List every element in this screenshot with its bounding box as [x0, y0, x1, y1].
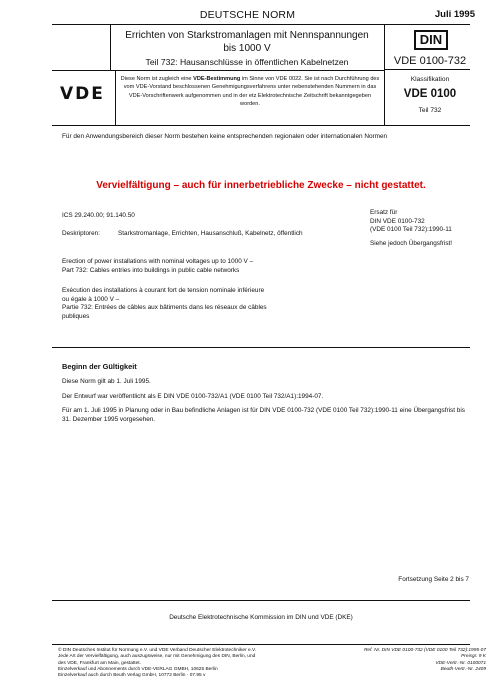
descriptors-text: Starkstromanlage, Errichten, Hausanschluß, Kabelnetz, öffentlich — [118, 230, 303, 237]
title-divider-rule — [52, 70, 384, 71]
vde-logo: VDE — [60, 84, 105, 104]
header-bottom-rule — [52, 125, 470, 126]
classification-label: Klassifikation — [410, 76, 450, 83]
footer-top-rule — [52, 600, 470, 601]
replacement-info: Ersatz für DIN VDE 0100-732 (VDE 0100 Teil 732):1990-11 — [370, 209, 452, 234]
validity-paragraph-3: Für am 1. Juli 1995 in Planung oder in Bau befindliche Anlagen ist für DIN VDE 0100-732 (VDE 0100 Teil 732):1990-11 eine Übergangsfrist bis 31. Dezember 1995 vorgesehen. — [62, 407, 465, 423]
french-title: Exécution des installations à courant fort de tension nominale inférieure ou égale à 1000 V – Partie 732: Entrées de câbles aux bâtiments dans les réseaux de câbles publiques — [62, 287, 267, 320]
vde-regulation-note: Diese Norm ist zugleich eine VDE-Bestimmung im Sinne von VDE 0022. Sie ist nach Durchführung des vom VDE-Vorstand beschlossenen Genehmigungsverfahrens unter nebenstehenden Nummern in das VDE-Vorschriftenwerk aufgenommen und in der etz Elektrotechnische Zeitschrift bekanntgegeben worden. — [120, 76, 380, 107]
dke-committee: Deutsche Elektrotechnische Kommission im DIN und VDE (DKE) — [169, 614, 353, 621]
document-subtitle: Teil 732: Hausanschlüsse in öffentlichen Kabelnetzen — [145, 57, 349, 67]
reference-footer: Ref. Nr. DIN VDE 0100-732 (VDE 0100 Teil 732):1995-07 Preisgr. 9 K VDE-Vertr.-Nr. 0100071 Beuth-Vertr.-Nr. 2409 — [363, 648, 486, 672]
scope-note: Für den Anwendungsbereich dieser Norm bestehen keine entsprechenden regionalen oder internationalen Normen — [62, 133, 388, 140]
section-rule — [52, 347, 470, 348]
validity-heading: Beginn der Gültigkeit — [62, 362, 137, 371]
document-type-label: DEUTSCHE NORM — [199, 9, 296, 21]
top-rule — [52, 24, 470, 25]
title-right-divider — [384, 24, 385, 125]
issue-date: Juli 1995 — [434, 9, 475, 20]
classification-vde: VDE 0100 — [403, 88, 457, 100]
reproduction-notice: Vervielfältigung – auch für innerbetriebliche Zwecke – nicht gestattet. — [96, 180, 426, 191]
classification-part: Teil 732 — [418, 107, 442, 114]
continuation-note: Fortsetzung Seite 2 bis 7 — [398, 576, 469, 583]
english-title: Erection of power installations with nominal voltages up to 1000 V – Part 732: Cables entries into buildings in public cable networks — [62, 258, 254, 274]
ics-code: ICS 29.240.00; 91.140.50 — [62, 212, 135, 219]
validity-paragraph-1: Diese Norm gilt ab 1. Juli 1995. — [62, 378, 151, 385]
document-title: Errichten von Starkstromanlagen mit Nennspannungen bis 1000 V — [125, 30, 369, 54]
title-left-divider — [110, 24, 111, 70]
din-logo: DIN — [414, 30, 448, 50]
vde-logo-divider — [115, 70, 116, 125]
transition-note: Siehe jedoch Übergangsfrist! — [370, 240, 453, 247]
descriptors-label: Deskriptoren: — [62, 230, 101, 237]
din-divider-rule — [384, 69, 470, 70]
validity-paragraph-2: Der Entwurf war veröffentlicht als E DIN VDE 0100-732/A1 (VDE 0100 Teil 732/A1):1994-07. — [62, 393, 324, 400]
footer-rule — [52, 644, 470, 645]
copyright-footer: © DIN Deutsches Institut für Normung e.V. und VDE Verband Deutscher Elektrotechniker e.V. Jede Art der Vervielfältigung, auch auszugsweise, nur mit Genehmigung des DIN, Berlin, und des VDE, Frankfurt am Main, gestattet. Einzelverkauf und Abonnements durch VDE-VERLAG GMBH, 10625 Berlin Einzelverkauf auch durch Beuth Verlag GmbH, 10772 Berlin · 07.95 v — [58, 648, 257, 679]
din-standard-number: VDE 0100-732 — [393, 55, 467, 67]
